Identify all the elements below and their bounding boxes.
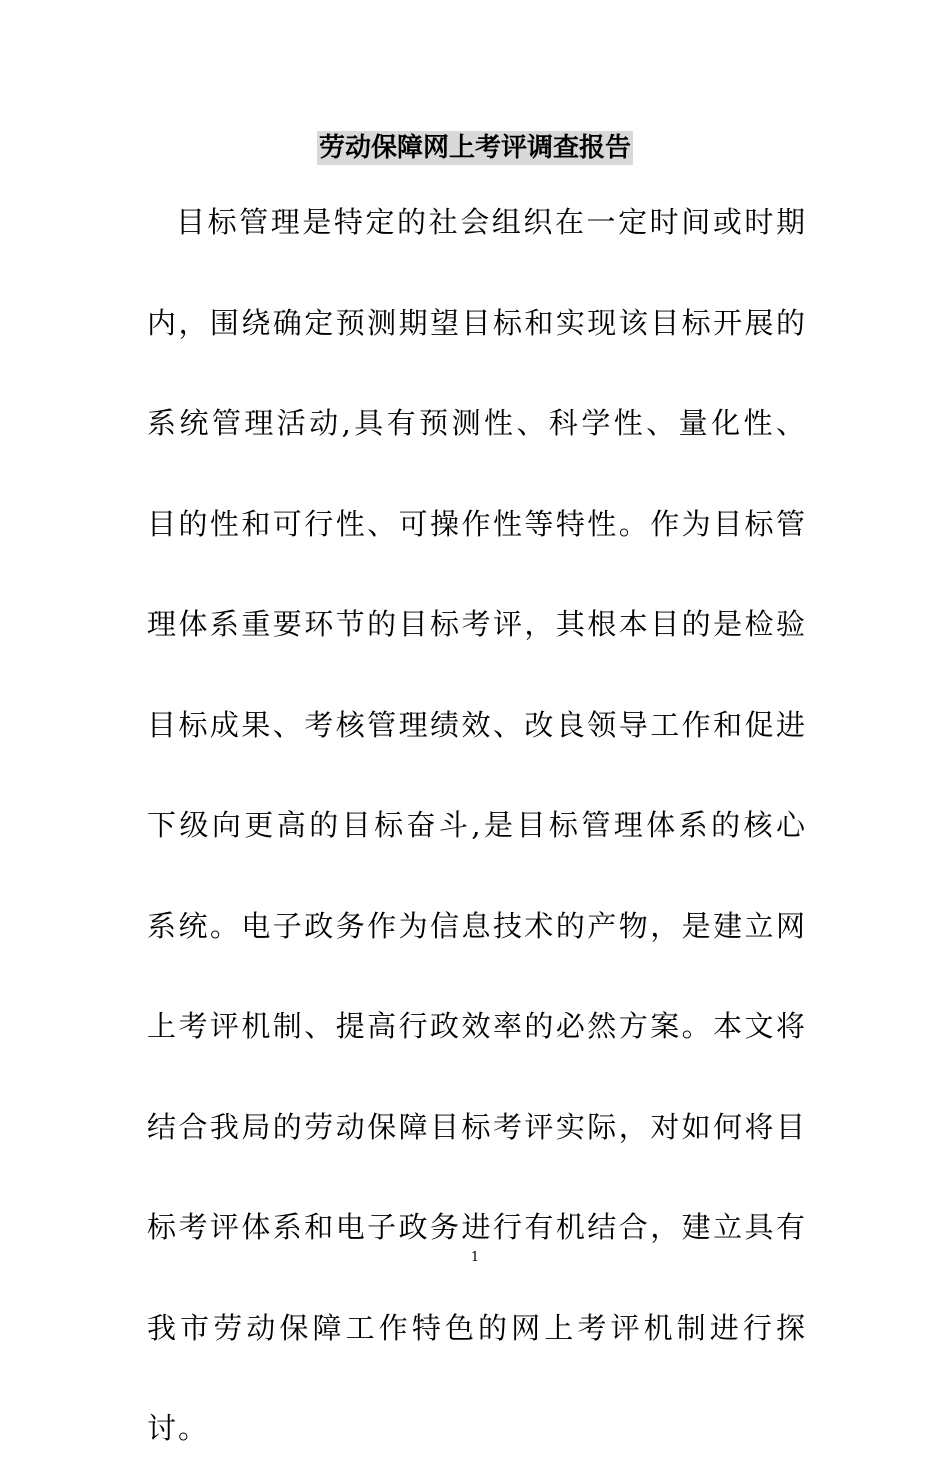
body-paragraph: 目标管理是特定的社会组织在一定时间或时期内，围绕确定预测期望目标和实现该目标开展的系统管理活动,具有预测性、科学性、量化性、目的性和可行性、可操作性等特性。作为目标管理体系重要环节的目标考评，其根本目的是检验目标成果、考核管理绩效、改良领导工作和促进下级向更高的目标奋斗,是目标管理体系的核心系统。电子政务作为信息技术的产物，是建立网上考评机制、提高行政效率的必然方案。本文将结合我局的劳动保障目标考评实际，对如何将目标考评体系和电子政务进行有机结合，建立具有我市劳动保障工作特色的网上考评机制进行探讨。 bbox=[147, 205, 807, 1445]
page-number: 1 bbox=[470, 1250, 480, 1265]
document-title: 劳动保障网上考评调查报告 bbox=[318, 133, 631, 163]
title-container bbox=[0, 131, 950, 165]
